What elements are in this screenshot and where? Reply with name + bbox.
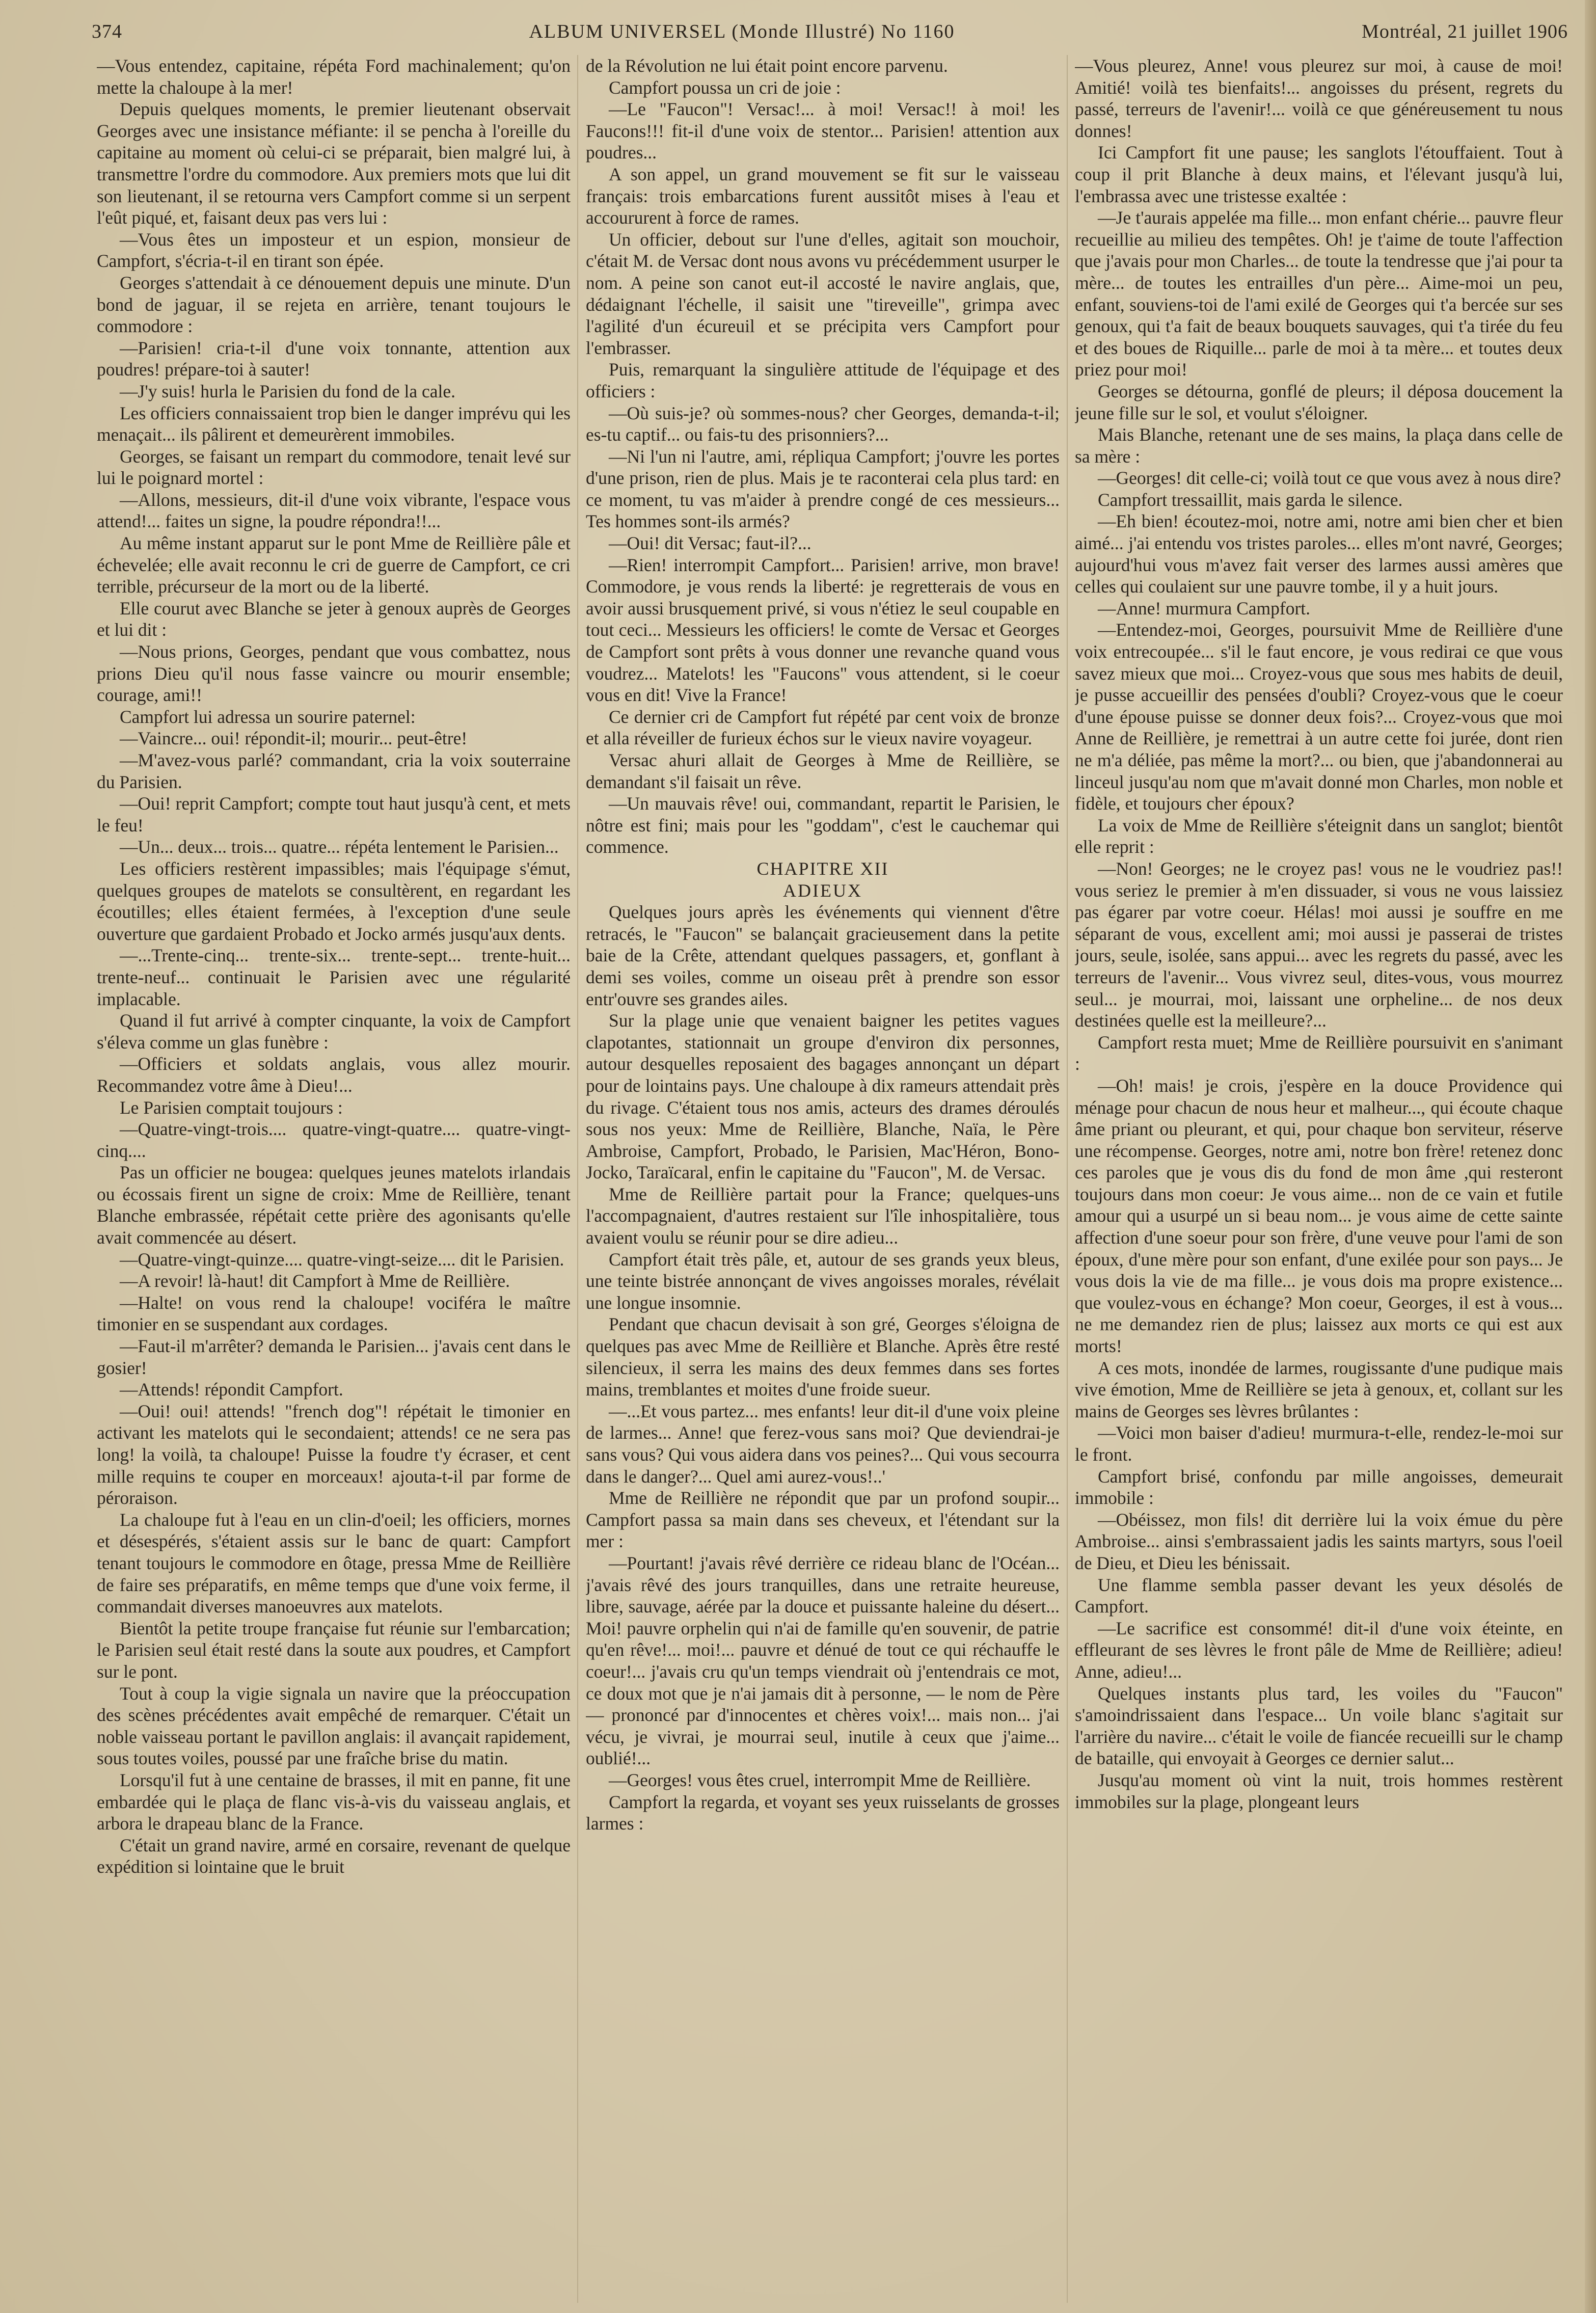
paragraph: —Oh! mais! je crois, j'espère en la douce Providence qui ménage pour chacun de nous heur et malheur..., qui écoute chaque âme priant ou pleurant, et qui, pour chaque bon serviteur, réserve une récompense. Georges, notre ami, notre bon frère! retenez donc ces paroles que je vous dis du fond de mon âme ,qui resteront toujours dans mon coeur: Je vous aime... non de ce vain et futile amour qui a usurpé un si beau nom... je vous aime de cette sainte affection d'une soeur pour son frère, d'une veuve pour l'ami de son époux, d'une mère pour son enfant, d'une exilée pour son pays... Je vous dois la vie de ma fille... je vous dois ma propre existence... que voulez-vous en échange? Mon coeur, Georges, il est à vous... ne me demandez rien de plus; laissez aux morts ce qui est aux morts! [1075, 1075, 1563, 1357]
column-divider [1067, 55, 1068, 2303]
paragraph: —Un mauvais rêve! oui, commandant, repartit le Parisien, le nôtre est fini; mais pour les "goddam", c'est le cauchemar qui commence. [586, 793, 1060, 857]
paragraph: Georges s'attendait à ce dénouement depuis une minute. D'un bond de jaguar, il se rejeta en arrière, tenant toujours le commodore : [97, 272, 571, 337]
paragraph: Pas un officier ne bougea: quelques jeunes matelots irlandais ou écossais firent un signe de croix: Mme de Reillière, tenant Blanche embrassée, répétait cette prière des agonisants qu'elle avait commencée au désert. [97, 1162, 571, 1248]
paragraph: Campfort était très pâle, et, autour de ses grands yeux bleus, une teinte bistrée annonçant de vives angoisses morales, révélait une longue insomnie. [586, 1249, 1060, 1313]
paragraph: —Halte! on vous rend la chaloupe! vociféra le maître timonier en se suspendant aux cordages. [97, 1292, 571, 1335]
paragraph: La voix de Mme de Reillière s'éteignit dans un sanglot; bientôt elle reprit : [1075, 815, 1563, 857]
paragraph: —A revoir! là-haut! dit Campfort à Mme de Reillière. [120, 1271, 510, 1292]
paragraph: —Je t'aurais appelée ma fille... mon enfant chérie... pauvre fleur recueillie au milieu des tempêtes. Oh! je t'aime de toute l'affection que j'avais pour mon Charles... de toute la tendresse que j'ai pour ta mère... de toutes les entrailles d'un père... Aime-moi un peu, enfant, souviens-toi de l'ami exilé de Georges qui t'a bercée sur ses genoux, qui t'a fait de beaux bouquets sauvages, qui t'a tirée du feu et des boues de Riquille... parle de moi à ta mère... et toutes deux priez pour moi! [1075, 207, 1563, 380]
paragraph: Sur la plage unie que venaient baigner les petites vagues clapotantes, stationnait un groupe d'environ dix personnes, autour desquelles reposaient des bagages annonçant un départ pour de lointains pays. Une chaloupe à dix rameurs attendait près du rivage. C'étaient tous nos amis, acteurs des drames déroulés sous nos yeux: Mme de Reillière, Blanche, Naïa, le Père Ambroise, Campfort, Probado, le Parisien, Mac'Héron, Bono-Jocko, Taraïcaral, enfin le capitaine du "Faucon", M. de Versac. [586, 1010, 1060, 1183]
paragraph: Campfort lui adressa un sourire paternel: [120, 706, 416, 727]
issue-date: Montréal, 21 juillet 1906 [1362, 21, 1568, 42]
paragraph: —Parisien! cria-t-il d'une voix tonnante, attention aux poudres! prépare-toi à sauter! [97, 337, 571, 380]
paragraph: Mme de Reillière partait pour la France; quelques-uns l'accompagnaient, d'autres restaient sur l'île inhospitalière, tous avaient voulu se réunir pour se dire adieu... [586, 1184, 1060, 1248]
paragraph: Ce dernier cri de Campfort fut répété par cent voix de bronze et alla réveiller de furieux échos sur le vieux navire voyageur. [586, 706, 1060, 749]
paragraph: —J'y suis! hurla le Parisien du fond de la cale. [120, 381, 456, 401]
paragraph: Lorsqu'il fut à une centaine de brasses, il mit en panne, fit une embardée qui le plaça de flanc vis-à-vis du vaisseau anglais, et arbora le drapeau blanc de la France. [97, 1769, 571, 1834]
paragraph: —Vous pleurez, Anne! vous pleurez sur moi, à cause de moi! Amitié! voilà tes bienfaits!... angoisses du présent, regrets du passé, terreurs de l'avenir!... voilà ce que généreusement tu nous donnes! [1075, 56, 1563, 141]
paragraph: Tout à coup la vigie signala un navire que la préoccupation des scènes précédentes avait empêché de remarquer. C'était un noble vaisseau portant le pavillon anglais: il avançait rapidement, sous toutes voiles, poussé par une fraîche brise du matin. [97, 1683, 571, 1769]
column-divider [577, 55, 578, 2303]
paragraph: Bientôt la petite troupe française fut réunie sur l'embarcation; le Parisien seul était resté dans la soute aux poudres, et Campfort sur le pont. [97, 1618, 571, 1682]
paragraph: C'était un grand navire, armé en corsaire, revenant de quelque expédition si lointaine que le bruit [97, 1835, 571, 1877]
paragraph: Les officiers connaissaient trop bien le danger imprévu qui les menaçait... ils pâlirent et demeurèrent immobiles. [97, 402, 571, 445]
paragraph: —Quatre-vingt-quinze.... quatre-vingt-seize.... dit le Parisien. [120, 1249, 564, 1270]
paragraph: Campfort tressaillit, mais garda le silence. [1098, 489, 1403, 510]
paragraph: Campfort resta muet; Mme de Reillière poursuivit en s'animant : [1075, 1032, 1563, 1074]
paragraph: de la Révolution ne lui était point encore parvenu. [586, 56, 948, 76]
paragraph: —Oui! dit Versac; faut-il?... [609, 533, 811, 554]
paragraph: —Oui! reprit Campfort; compte tout haut jusqu'à cent, et mets le feu! [97, 793, 571, 836]
paragraph: —Non! Georges; ne le croyez pas! vous ne le voudriez pas!! vous seriez le premier à m'en dissuader, si vous ne vous laissiez pas égarer par votre coeur. Hélas! moi aussi je souffre en me séparant de vous, excellent ami; moi aussi je passerai de tristes jours, seule, isolée, sans appui... avec les regrets du passé, avec les terreurs de l'avenir... Vous vivrez seul, dites-vous, vous mourrez seul... je mourrai, moi, laissant une orpheline... de nos deux destinées quelle est la meilleure?... [1075, 858, 1563, 1031]
paragraph: Mais Blanche, retenant une de ses mains, la plaça dans celle de sa mère : [1075, 424, 1563, 467]
paragraph: Campfort poussa un cri de joie : [609, 77, 841, 98]
paragraph: —Faut-il m'arrêter? demanda le Parisien... j'avais cent dans le gosier! [97, 1336, 571, 1378]
paragraph: Quelques instants plus tard, les voiles du "Faucon" s'amoindrissaient dans l'espace... Un voile blanc s'agitait sur l'arrière du navire... c'était le voile de fiancée recueilli sur le champ de bataille, qui envoyait à Georges ce dernier salut... [1075, 1683, 1563, 1769]
paragraph: Les officiers restèrent impassibles; mais l'équipage s'émut, quelques groupes de matelots se consultèrent, en regardant les écoutilles; elles étaient fermées, à l'exception d'une seule ouverture que gardaient Probado et Jocko armés jusqu'aux dents. [97, 858, 571, 944]
page-header [92, 20, 1568, 51]
chapter-title: ADIEUX [783, 880, 862, 901]
paragraph: —Officiers et soldats anglais, vous allez mourir. Recommandez votre âme à Dieu!... [97, 1054, 571, 1096]
paragraph: —Où suis-je? où sommes-nous? cher Georges, demanda-t-il; es-tu captif... ou fais-tu des prisonniers?... [586, 402, 1060, 445]
column-2-after-chapter [586, 901, 1060, 1835]
page-number: 374 [92, 21, 122, 42]
paragraph: Depuis quelques moments, le premier lieutenant observait Georges avec une insistance méfiante: il se pencha à l'oreille du capitaine au moment où celui-ci se préparait, bien malgré lui, à transmettre l'ordre du commodore. Aux premiers mots que lui dit son lieutenant, il se retourna vers Campfort comme si un serpent l'eût piqué, et, faisant deux pas vers lui : [97, 99, 571, 228]
paragraph: —Rien! interrompit Campfort... Parisien! arrive, mon brave! Commodore, je vous rends la liberté: je regretterais de vous en avoir aussi brusquement privé, si vous n'étiez le seul coupable en tout ceci... Messieurs les officiers! le comte de Versac et Georges de Campfort sont prêts à vous donner une revanche quand vous voudrez... Matelots! les "Faucons" vous attendent, si le coeur vous en dit! Vive la France! [586, 554, 1060, 706]
paragraph: Versac ahuri allait de Georges à Mme de Reillière, se demandant s'il faisait un rêve. [586, 750, 1060, 792]
paragraph: Mme de Reillière ne répondit que par un profond soupir... Campfort passa sa main dans ses cheveux, et l'étendant sur la mer : [586, 1488, 1060, 1552]
chapter-number: CHAPITRE XII [756, 858, 889, 879]
paragraph: A ces mots, inondée de larmes, rougissante d'une pudique mais vive émotion, Mme de Reillière se jeta à genoux, et, collant sur les mains de Georges ses lèvres brûlantes : [1075, 1357, 1563, 1421]
paragraph: —Oui! oui! attends! "french dog"! répétait le timonier en activant les matelots qui le secondaient; attends! ce ne sera pas long! la voilà, ta chaloupe! Puisse la foudre t'y écraser, et cent mille requins te couper en morceaux! ajouta-t-il par forme de péroraison. [97, 1401, 571, 1509]
paragraph: —Le sacrifice est consommé! dit-il d'une voix éteinte, en effleurant de ses lèvres le front pâle de Mme de Reillière; adieu! Anne, adieu!... [1075, 1618, 1563, 1682]
paragraph: Quand il fut arrivé à compter cinquante, la voix de Campfort s'éleva comme un glas funèbre : [97, 1010, 571, 1053]
paragraph: —...Trente-cinq... trente-six... trente-sept... trente-huit... trente-neuf... continuait le Parisien avec une régularité implacable. [97, 945, 571, 1009]
paragraph: Jusqu'au moment où vint la nuit, trois hommes restèrent immobiles sur la plage, plongeant leurs [1075, 1769, 1563, 1812]
paragraph: Georges, se faisant un rempart du commodore, tenait levé sur lui le poignard mortel : [97, 446, 571, 489]
paragraph: —Le "Faucon"! Versac!... à moi! Versac!! à moi! les Faucons!!! fit-il d'une voix de stentor... Parisien! attention aux poudres... [586, 99, 1060, 163]
paragraph: —Pourtant! j'avais rêvé derrière ce rideau blanc de l'Océan... j'avais rêvé des jours tranquilles, dans une retraite heureuse, libre, sauvage, aérée par la douce et puissante haleine du désert... Moi! pauvre orphelin qui n'ai de famille qu'en souvenir, de patrie qu'en rêve!... moi!... pauvre et dénué de tout ce qui réchauffe le coeur!... j'avais cru qu'un temps viendrait où j'entendrais ce mot, ce doux mot que je n'ai jamais dit à personne, — le nom de Père — prononcé par d'innocentes et chères voix!... mais non... j'ai vécu, je vivrai, je mourrai seul, inutile à ceux que j'aime... oublié!... [586, 1552, 1060, 1769]
paragraph: —Georges! dit celle-ci; voilà tout ce que vous avez à nous dire? [1098, 468, 1561, 489]
paragraph: Le Parisien comptait toujours : [120, 1097, 343, 1118]
column-3 [1075, 55, 1563, 2303]
paragraph: —Attends! répondit Campfort. [120, 1379, 343, 1400]
paragraph: Campfort la regarda, et voyant ses yeux ruisselants de grosses larmes : [586, 1791, 1060, 1834]
paragraph: A son appel, un grand mouvement se fit sur le vaisseau français: trois embarcations furent aussitôt mises à l'eau et accoururent à force de rames. [586, 164, 1060, 228]
paragraph: —Vous entendez, capitaine, répéta Ford machinalement; qu'on mette la chaloupe à la mer! [97, 56, 571, 98]
paragraph: —M'avez-vous parlé? commandant, cria la voix souterraine du Parisien. [97, 750, 571, 792]
paragraph: —Obéissez, mon fils! dit derrière lui la voix émue du père Ambroise... ainsi s'embrassaient jadis les saints martyrs, sous l'oeil de Dieu, et Dieu les bénissait. [1075, 1509, 1563, 1573]
paragraph: Elle courut avec Blanche se jeter à genoux auprès de Georges et lui dit : [97, 598, 571, 640]
paragraph: Une flamme sembla passer devant les yeux désolés de Campfort. [1075, 1574, 1563, 1617]
paragraph: —Quatre-vingt-trois.... quatre-vingt-quatre.... quatre-vingt-cinq.... [97, 1119, 571, 1161]
paragraph: —Un... deux... trois... quatre... répéta lentement le Parisien... [120, 837, 559, 857]
paragraph: —Vaincre... oui! répondit-il; mourir... peut-être! [120, 728, 468, 749]
paragraph: —Georges! vous êtes cruel, interrompit Mme de Reillière. [609, 1769, 1031, 1790]
paragraph: Quelques jours après les événements qui viennent d'être retracés, le "Faucon" se balançait gracieusement dans la petite baie de la Crête, attendant quelques passagers, et, gonflant à demi ses voiles, comme un oiseau prêt à prendre son essor entr'ouvre ses grandes ailes. [586, 902, 1060, 1009]
paragraph: —Entendez-moi, Georges, poursuivit Mme de Reillière d'une voix entrecoupée... s'il le faut encore, je vous redirai ce que vous savez mieux que moi... Croyez-vous que sous mes habits de deuil, je pusse accueillir des pensées d'oubli? Croyez-vous que le coeur d'une épouse puisse se donner deux fois?... Croyez-vous que moi Anne de Reillière, je remettrai à un autre cette foi jurée, dont rien ne m'a déliée, pas même la mort?... ou bien, que j'abandonnerai au linceul jusqu'au nom que m'avait donné mon Charles, mon noble et fidèle, et toujours cher époux? [1075, 620, 1563, 814]
column-1 [97, 55, 571, 2303]
column-2 [586, 55, 1060, 2303]
paragraph: —Eh bien! écoutez-moi, notre ami, notre ami bien cher et bien aimé... j'ai entendu vos tristes paroles... elles m'ont navré, Georges; aujourd'hui vous m'avez fait verser des larmes aussi amères que celles qui coulaient sur une pauvre tombe, il y a huit jours. [1075, 511, 1563, 597]
paragraph: Ici Campfort fit une pause; les sanglots l'étouffaient. Tout à coup il prit Blanche à deux mains, et l'élevant jusqu'à lui, l'embrassa avec une tristesse exaltée : [1075, 142, 1563, 206]
paragraph: Georges se détourna, gonflé de pleurs; il déposa doucement la jeune fille sur le sol, et voulut s'éloigner. [1075, 381, 1563, 423]
paragraph: Campfort brisé, confondu par mille angoisses, demeurait immobile : [1075, 1466, 1563, 1509]
paragraph: Pendant que chacun devisait à son gré, Georges s'éloigna de quelques pas avec Mme de Reillière et Blanche. Après être resté silencieux, il serra les mains des deux femmes dans ses fortes mains, tremblantes et moites d'une froide sueur. [586, 1314, 1060, 1400]
page-edge [1585, 0, 1596, 2313]
paragraph: —Ni l'un ni l'autre, ami, répliqua Campfort; j'ouvre les portes d'une prison, rien de plus. Mais je te raconterai cela plus tard: en ce moment, tu vas m'aider à prendre congé de ces messieurs... Tes hommes sont-ils armés? [586, 446, 1060, 532]
column-2-before-chapter [586, 55, 1060, 858]
paragraph: —...Et vous partez... mes enfants! leur dit-il d'une voix pleine de larmes... Anne! que ferez-vous sans moi? Que deviendrai-je sans vous? Qui vous aidera dans vos peines?... Qui vous secourra dans le danger?... Quel ami aurez-vous!..' [586, 1401, 1060, 1487]
paragraph: Puis, remarquant la singulière attitude de l'équipage et des officiers : [586, 359, 1060, 401]
paragraph: Au même instant apparut sur le pont Mme de Reillière pâle et échevelée; elle avait reconnu le cri de guerre de Campfort, ce cri terrible, précurseur de la mort ou de la liberté. [97, 533, 571, 597]
publication-title: ALBUM UNIVERSEL (Monde Illustré) No 1160 [529, 21, 955, 42]
paragraph: —Voici mon baiser d'adieu! murmura-t-elle, rendez-le-moi sur le front. [1075, 1422, 1563, 1465]
paragraph: La chaloupe fut à l'eau en un clin-d'oeil; les officiers, mornes et désespérés, s'étaient assis sur le banc de quart: Campfort tenant toujours le commodore en ôtage, pressa Mme de Reillière de faire ses préparatifs, en même temps que d'une voix ferme, il commandait diverses manoeuvres aux matelots. [97, 1509, 571, 1617]
paragraph: —Nous prions, Georges, pendant que vous combattez, nous prions Dieu qu'il nous fasse vaincre ou mourir ensemble; courage, ami!! [97, 641, 571, 706]
paragraph: —Vous êtes un imposteur et un espion, monsieur de Campfort, s'écria-t-il en tirant son épée. [97, 229, 571, 272]
paragraph: —Allons, messieurs, dit-il d'une voix vibrante, l'espace vous attend!... faites un signe, la poudre répondra!!... [97, 489, 571, 532]
paragraph: —Anne! murmura Campfort. [1098, 598, 1311, 618]
paragraph: Un officier, debout sur l'une d'elles, agitait son mouchoir, c'était M. de Versac dont nous avons vu précédemment usurper le nom. A peine son canot eut-il accosté le navire anglais, que, dédaignant l'échelle, il saisit une "tireveille", grimpa avec l'agilité d'un écureuil et se précipita vers Campfort pour l'embrasser. [586, 229, 1060, 358]
